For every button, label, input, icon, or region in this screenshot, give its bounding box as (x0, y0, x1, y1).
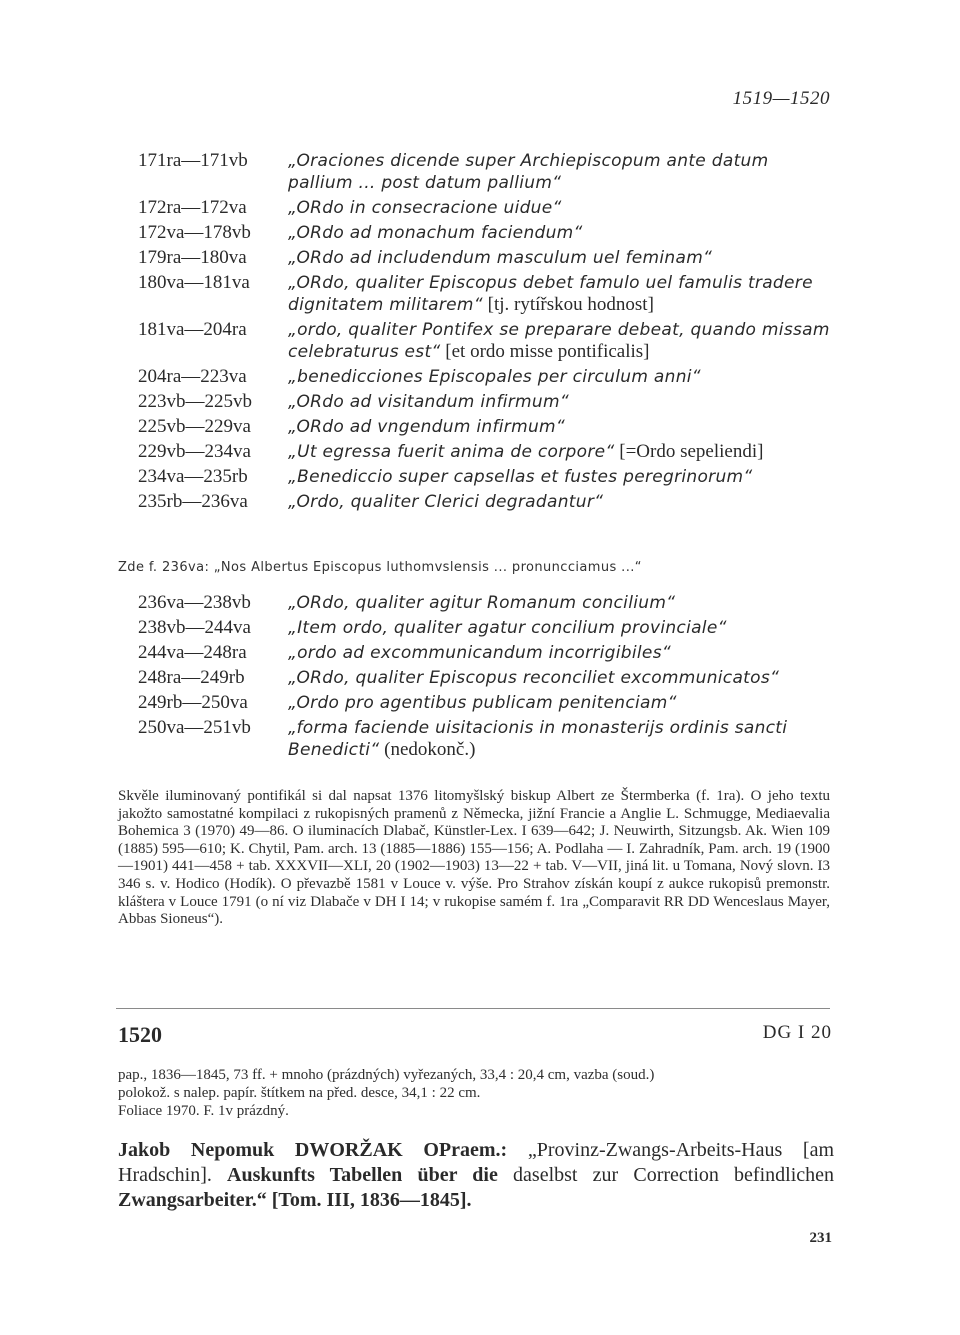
entry-row (138, 642, 833, 664)
entry-row (138, 366, 833, 388)
record-title-part: „Provinz-Zwangs-Arbeits-Haus [am Hradschin]. (118, 1139, 835, 1186)
entry-folio: 235rb—236va (138, 491, 248, 512)
record-title-bold: Zwangsarbeiter.“ [Tom. III, 1836—1845]. (118, 1189, 472, 1211)
entry-folio: 181va—204ra (138, 319, 247, 340)
entry-title: „ORdo ad vngendum infirmum“ (288, 417, 565, 437)
entry-note: [=Ordo sepeliendi] (619, 441, 764, 462)
entry-title: „ORdo, qualiter Episcopus reconciliet excommunicatos“ (288, 668, 780, 688)
entry-text (288, 617, 833, 639)
entry-folio: 180va—181va (138, 272, 250, 293)
entry-title: „ordo, qualiter Pontifex se preparare debeat, quando missam celebraturus est“ (288, 320, 830, 362)
entry-title: „ORdo, qualiter agitur Romanum concilium“ (288, 593, 676, 613)
entry-row (138, 197, 833, 219)
entry-row (138, 592, 833, 614)
entry-folio: 225vb—229va (138, 416, 251, 437)
entry-title: „benedicciones Episcopales per circulum anni“ (288, 367, 701, 387)
entry-title: „Ut egressa fuerit anima de corpore“ (288, 442, 615, 462)
folio-note: Zde f. 236va: „Nos Albertus Episcopus luthomvslensis ... pronuncciamus ...“ (118, 560, 642, 575)
entry-folio: 238vb—244va (138, 617, 251, 638)
entry-row (138, 667, 833, 689)
entry-text (288, 391, 833, 413)
entry-note: [tj. rytířskou hodnost] (487, 294, 654, 315)
entry-folio: 248ra—249rb (138, 667, 245, 688)
entry-text (288, 667, 833, 689)
entry-row (138, 150, 833, 194)
entry-title: „Item ordo, qualiter agatur concilium provinciale“ (288, 618, 727, 638)
entry-text (288, 150, 833, 194)
description-line: pap., 1836—1845, 73 ff. + mnoho (prázdných) vyřezaných, 33,4 : 20,4 cm, vazba (soud.) (118, 1067, 655, 1083)
entry-folio: 236va—238vb (138, 592, 251, 613)
entry-title: „Oraciones dicende super Archiepiscopum ante datum pallium ... post datum pallium“ (288, 151, 769, 193)
entries-list-second (138, 592, 833, 764)
entry-title: „forma faciende uisitacionis in monasterijs ordinis sancti Benedicti“ (288, 718, 788, 760)
entry-row (138, 319, 833, 363)
entry-title: „Benediccio super capsellas et fustes peregrinorum“ (288, 467, 753, 487)
entry-row (138, 717, 833, 761)
entry-row (138, 272, 833, 316)
entry-title: „ORdo, qualiter Episcopus debet famulo uel famulis tradere dignitatem militarem“ (288, 273, 813, 315)
record-author: Jakob Nepomuk DWORŽAK OPraem.: (118, 1139, 508, 1161)
entry-text (288, 466, 833, 488)
entry-note: (nedokonč.) (384, 739, 476, 760)
entry-text (288, 222, 833, 244)
page-number: 231 (809, 1230, 832, 1246)
entry-folio: 204ra—223va (138, 366, 247, 387)
entry-text (288, 717, 833, 761)
entry-text (288, 441, 833, 463)
section-divider (116, 1008, 830, 1009)
record-title-bold: Auskunfts Tabellen über die (227, 1164, 498, 1186)
entry-title: „Ordo, qualiter Clerici degradantur“ (288, 492, 604, 512)
entry-text (288, 319, 833, 363)
entry-text (288, 197, 833, 219)
entry-text (288, 416, 833, 438)
entry-text (288, 247, 833, 269)
entry-folio: 171ra—171vb (138, 150, 248, 171)
entry-row (138, 491, 833, 513)
entry-title: „ORdo in consecracione uidue“ (288, 198, 562, 218)
page-header-range: 1519—1520 (732, 88, 830, 109)
entry-folio: 250va—251vb (138, 717, 251, 738)
record-title (118, 1138, 834, 1213)
entry-text (288, 692, 833, 714)
entry-row (138, 247, 833, 269)
entry-folio: 244va—248ra (138, 642, 247, 663)
entry-row (138, 617, 833, 639)
entries-list-first (138, 150, 833, 516)
entry-title: „ORdo ad visitandum infirmum“ (288, 392, 569, 412)
entry-row (138, 391, 833, 413)
entry-title: „ORdo ad includendum masculum uel feminam“ (288, 248, 713, 268)
entry-row (138, 222, 833, 244)
entry-folio: 249rb—250va (138, 692, 248, 713)
record-number: 1520 (118, 1022, 162, 1047)
entry-text (288, 366, 833, 388)
entry-row (138, 466, 833, 488)
entry-note: [et ordo misse pontificalis] (445, 341, 650, 362)
shelfmark: DG I 20 (762, 1022, 832, 1043)
entry-folio: 234va—235rb (138, 466, 248, 487)
entry-text (288, 491, 833, 513)
entry-text (288, 592, 833, 614)
entry-folio: 229vb—234va (138, 441, 251, 462)
entry-row (138, 692, 833, 714)
entry-folio: 223vb—225vb (138, 391, 252, 412)
entry-folio: 179ra—180va (138, 247, 247, 268)
entry-title: „ORdo ad monachum faciendum“ (288, 223, 583, 243)
entry-row (138, 416, 833, 438)
record-description (118, 1066, 830, 1120)
entry-folio: 172ra—172va (138, 197, 247, 218)
description-line: Foliace 1970. F. 1v prázdný. (118, 1103, 289, 1119)
entry-title: „Ordo pro agentibus publicam penitenciam“ (288, 693, 677, 713)
entry-text (288, 642, 833, 664)
entry-title: „ordo ad excommunicandum incorrigibiles“ (288, 643, 671, 663)
commentary-paragraph: Skvěle iluminovaný pontifikál si dal napsat 1376 litomyšlský biskup Albert ze Štermberka (f. 1ra). O jeho textu jakožto samostatné kompilaci z rukopisných pramenů z Německa, jižní Francie a Anglie L. Schmugge, Mediaevalia Bohemica 3 (1970) 49—86. O iluminacích Dlabač, Künstler-Lex. I 639—642; J. Neuwirth, Sitzungsb. Ak. Wien 109 (1885) 595—610; K. Chytil, Pam. arch. 13 (1885—1886) 155—156; A. Podlaha — I. Zahradník, Pam. arch. 19 (1900—1901) 441—458 + tab. XXXVII—XLI, 20 (1902—1903) 13—22 + tab. V—VII, jiná lit. u Tomana, Nový slovn. I3 346 s. v. Hodico (Hodík). O převazbě 1581 v Louce v. výše. Pro Strahov získán koupí z aukce rukopisů premonstr. kláštera v Louce 1791 (o ní viz Dlabače v DH I 14; v rukopise samém f. 1ra „Comparavit RR DD Wenceslaus Mayer, Abbas Sioneus“). (118, 788, 830, 928)
entry-row (138, 441, 833, 463)
entry-folio: 172va—178vb (138, 222, 251, 243)
record-title-part: daselbst zur Correction befindlichen (513, 1164, 835, 1186)
entry-text (288, 272, 833, 316)
description-line: polokož. s nalep. papír. štítkem na před. desce, 34,1 : 22 cm. (118, 1085, 481, 1101)
